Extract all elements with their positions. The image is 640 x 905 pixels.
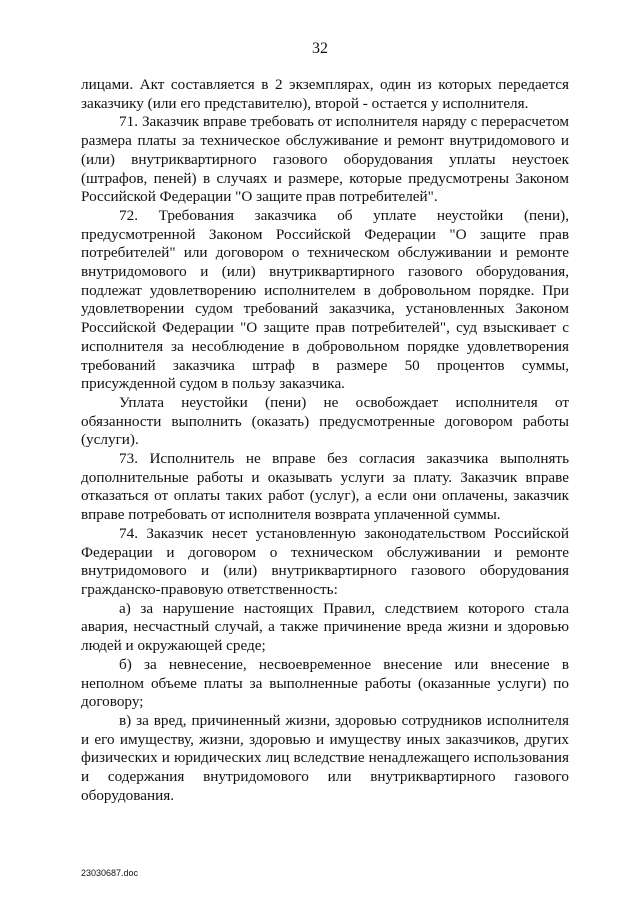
paragraph-73: 73. Исполнитель не вправе без согласия заказчика выполнять дополнительные работы и оказывать услуги за плату. Заказчик вправе отказаться от оплаты таких работ (услуг), а если они оплачены, заказчик вправе потребовать от исполнителя возврата уплаченной суммы. bbox=[81, 450, 569, 524]
paragraph-72: 72. Требования заказчика об уплате неустойки (пени), предусмотренной Законом Российской Федерации "О защите прав потребителей" или договором о техническом обслуживании и ремонте внутридомового и (или) внутриквартирного газового оборудования, подлежат удовлетворению исполнителем в добровольном порядке. При удовлетворении судом требований заказчика, установленных Законом Российской Федерации "О защите прав потребителей", суд взыскивает с исполнителя за несоблюдение в добровольном порядке удовлетворения требований заказчика штраф в размере 50 процентов суммы, присужденной судом в пользу заказчика. bbox=[81, 206, 569, 393]
footer-filename: 23030687.doc bbox=[81, 868, 139, 878]
paragraph-72-penalty-note: Уплата неустойки (пени) не освобождает исполнителя от обязанности выполнить (оказать) предусмотренные договором работы (услуги). bbox=[81, 393, 569, 449]
paragraph-74-item-b: б) за невнесение, несвоевременное внесение или внесение в неполном объеме платы за выполненные работы (оказанные услуги) по договору; bbox=[81, 655, 569, 711]
page-number: 32 bbox=[312, 40, 328, 57]
paragraph-74: 74. Заказчик несет установленную законодательством Российской Федерации и договором о техническом обслуживании и ремонте внутридомового и (или) внутриквартирного газового оборудования гражданско-правовую ответственность: bbox=[81, 524, 569, 598]
paragraph-74-item-v: в) за вред, причиненный жизни, здоровью сотрудников исполнителя и его имуществу, жизни, здоровью и имуществу иных заказчиков, других физических и юридических лиц вследствие ненадлежащего использования и содержания внутридомового или внутриквартирного газового оборудования. bbox=[81, 711, 569, 804]
paragraph-continuation: лицами. Акт составляется в 2 экземплярах, один из которых передается заказчику (или его представителю), второй - остается у исполнителя. bbox=[81, 76, 569, 112]
document-body bbox=[81, 76, 569, 805]
paragraph-71: 71. Заказчик вправе требовать от исполнителя наряду с перерасчетом размера платы за техническое обслуживание и ремонт внутридомового и (или) внутриквартирного газового оборудования уплаты неустоек (штрафов, пеней) в случаях и размере, которые предусмотрены Законом Российской Федерации "О защите прав потребителей". bbox=[81, 113, 569, 206]
paragraph-74-item-a: а) за нарушение настоящих Правил, следствием которого стала авария, несчастный случай, а также причинение вреда жизни и здоровью людей и окружающей среде; bbox=[81, 599, 569, 655]
